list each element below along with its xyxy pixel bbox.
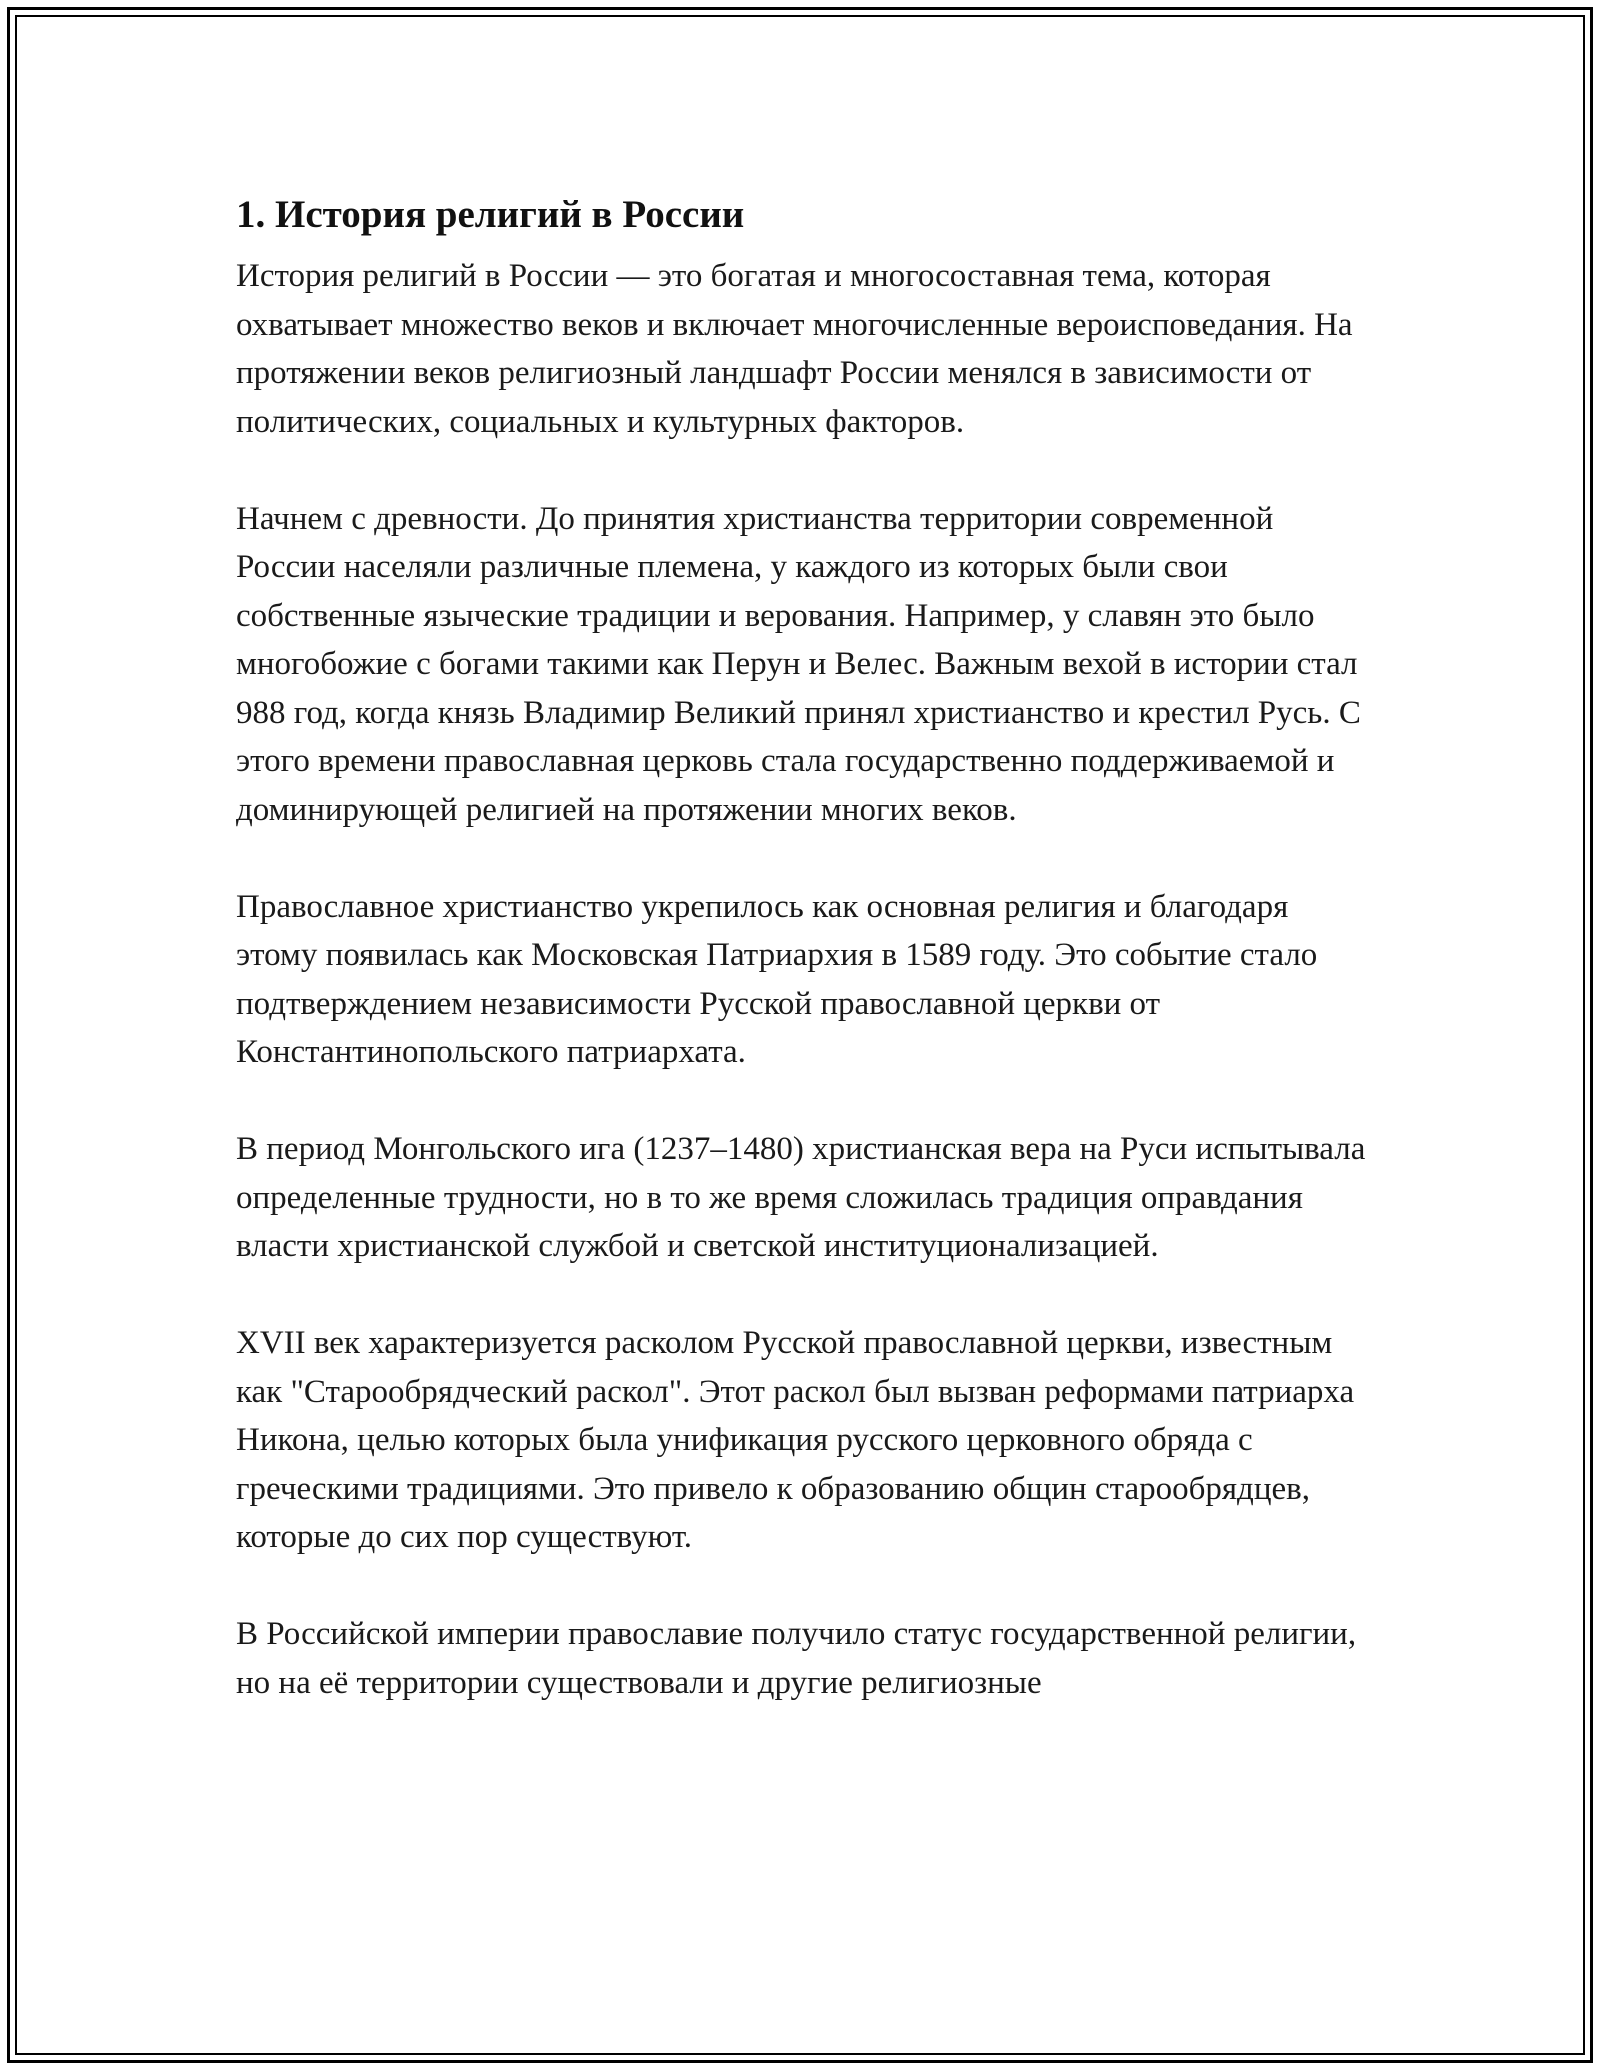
paragraph-intro: История религий в России — это богатая и многосоставная тема, которая охватывает множество веков и включает многочисленные вероисповедания. На протяжении веков религиозный ландшафт России менялся в зависимости от политических, социальных и культурных факторов. [236, 258, 1353, 440]
paragraph-schism: XVII век характеризуется расколом Русской православной церкви, известным как "Старообрядческий раскол". Этот раскол был вызван реформами патриарха Никона, целью которых была унификация русского церковного обряда с греческими традициями. Это привело к образованию общин старообрядцев, которые до сих пор существуют. [236, 1325, 1355, 1555]
paragraph-empire: В Российской империи православие получило статус государственной религии, но на её территории существовали и другие религиозные [236, 1616, 1357, 1701]
document-body [236, 186, 1366, 1707]
paragraph-mongol-yoke: В период Монгольского ига (1237–1480) христианская вера на Руси испытывала определенные трудности, но в то же время сложилась традиция оправдания власти христианской службой и светской институционализацией. [236, 1131, 1366, 1264]
section-heading: 1. История религий в России [236, 193, 745, 236]
paragraph-antiquity: Начнем с древности. До принятия христианства территории современной России населяли различные племена, у каждого из которых были свои собственные языческие традиции и верования. Например, у славян это было многобожие с богами такими как Перун и Велес. Важным вехой в истории стал 988 год, когда князь Владимир Великий принял христианство и крестил Русь. С этого времени православная церковь стала государственно поддерживаемой и доминирующей религией на протяжении многих веков. [236, 500, 1361, 828]
paragraph-patriarchate: Православное христианство укрепилось как основная религия и благодаря этому появилась как Московская Патриархия в 1589 году. Это событие стало подтверждением независимости Русской православной церкви от Константинопольского патриархата. [236, 888, 1318, 1070]
